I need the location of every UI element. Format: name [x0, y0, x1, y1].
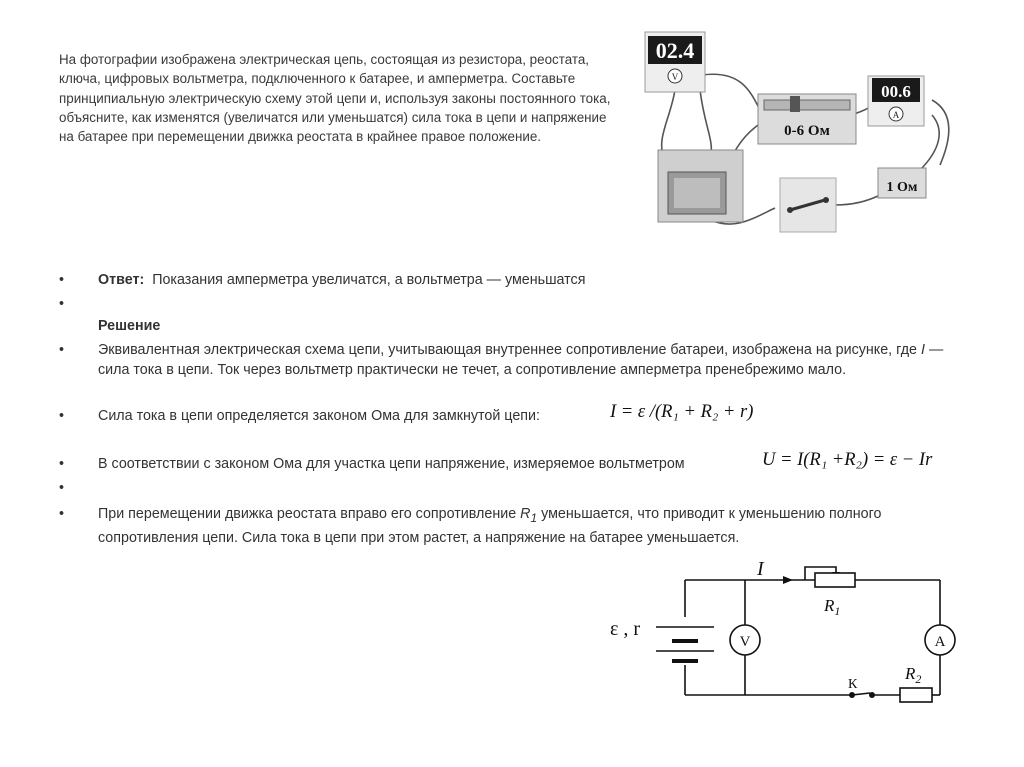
bullet-dot: •: [59, 272, 65, 288]
current-label: I: [757, 558, 764, 580]
conclusion-text-a: При перемещении движка реостата вправо его сопротивление: [98, 506, 517, 522]
answer-label: Ответ:: [98, 272, 145, 288]
circuit-photo: [640, 20, 970, 235]
solution-heading: Решение: [98, 318, 161, 334]
svg-text:A: A: [934, 634, 946, 650]
r1-symbol: $R_1$: [520, 506, 538, 525]
current-symbol: I: [920, 342, 925, 358]
current-arrow: [783, 576, 793, 584]
resistor-photo: [878, 168, 926, 198]
ammeter-photo-symbol: A: [892, 110, 900, 120]
emf-label: ε , r: [610, 618, 641, 640]
r2-label: $R_2$: [905, 664, 922, 686]
svg-text:V: V: [739, 634, 751, 650]
voltage-text: В соответствии с законом Ома для участка цепи напряжение, измеряемое вольтметром: [98, 456, 685, 472]
bullet-dot: •: [59, 456, 65, 472]
bullet-dot: •: [59, 342, 65, 358]
switch-photo: [780, 178, 836, 232]
switch-contact: [849, 692, 855, 698]
explanation-text: Эквивалентная электрическая схема цепи, учитывающая внутреннее сопротивление батареи, изображена на рисунке, где: [98, 342, 917, 358]
answer-text: Показания амперметра увеличатся, а вольтметра — уменьшатся: [152, 272, 586, 288]
bullet-dot: •: [59, 480, 65, 496]
ammeter-reading: 00.6: [881, 82, 911, 101]
ohm-law-text: Сила тока в цепи определяется законом Ома для замкнутой цепи:: [98, 408, 540, 424]
bullet-dot: •: [59, 506, 65, 522]
ammeter-symbol: [925, 625, 955, 655]
task-text: На фотографии изображена электрическая цепь, состоящая из резистора, реостата, ключа, цифровых вольтметра, подключенного к батарее, и амперметра. Составьте принципиальную электрическую схему этой цепи и, используя законы постоянного тока, объясните, как изменятся (увеличатся или уменьшатся) сила тока в цепи и напряжение на батарее при перемещении движка реостата в крайнее правое положение.: [59, 52, 611, 145]
bullet-dot: •: [59, 408, 65, 424]
switch-contact: [869, 692, 875, 698]
bullet-dot: •: [59, 296, 65, 312]
ohm-full-formula: I = ε /(R₁ + R₂ + r): [610, 402, 754, 422]
voltmeter-photo: [645, 32, 705, 92]
rheostat-label: 0-6 Ом: [784, 123, 830, 139]
rheostat-symbol: [815, 573, 855, 587]
r1-label: $R_1$: [824, 596, 841, 618]
resistor-label: 1 Ом: [886, 180, 918, 195]
battery-photo: [658, 150, 743, 222]
ammeter-photo: [868, 76, 924, 126]
conclusion-text-b: уменьшается, что приводит к уменьшению полного сопротивления цепи. Сила тока в цепи при этом растет, а напряжение на батарее уменьшается.: [98, 506, 882, 546]
battery-symbol: [656, 627, 714, 661]
explanation-rest: — сила тока в цепи. Ток через вольтметр практически не течет, а сопротивление амперметра пренебрежимо мало.: [98, 342, 944, 378]
ohm-section-formula: U = I(R₁ +R₂) = ε − Ir: [762, 450, 933, 470]
rheostat-photo: [758, 94, 856, 144]
resistor-symbol: [900, 688, 932, 702]
voltmeter-symbol: [730, 625, 760, 655]
voltmeter-photo-symbol: V: [671, 72, 679, 82]
voltmeter-reading: 02.4: [655, 38, 695, 63]
circuit-schematic: [600, 555, 980, 755]
key-label: К: [848, 677, 858, 692]
